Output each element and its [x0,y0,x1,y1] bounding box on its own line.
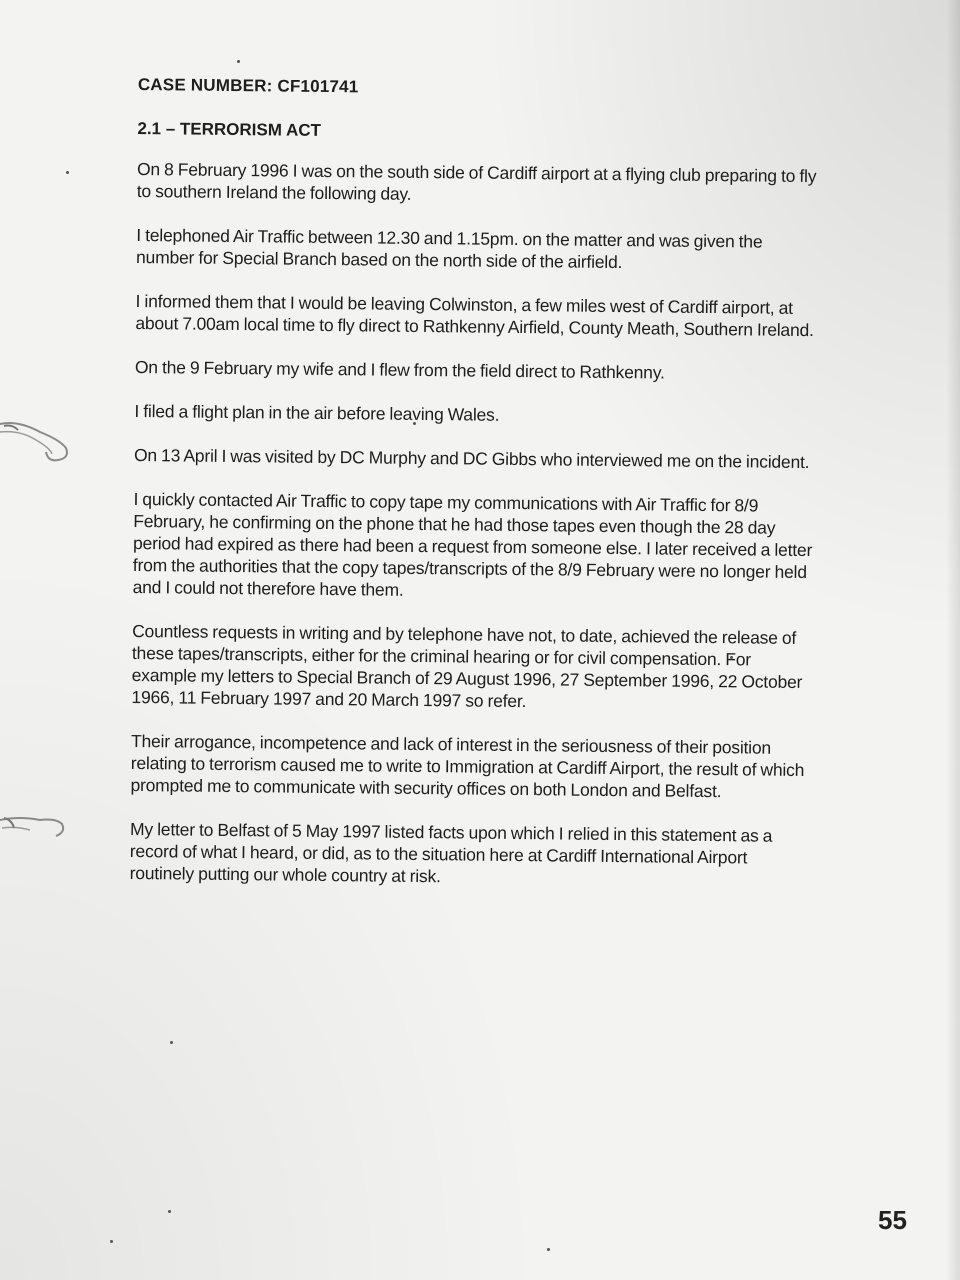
scan-speck [170,1041,173,1044]
paragraph: I informed them that I would be leaving Colwinston, a few miles west of Cardiff airport, at about 7.00am local time to fly direct to Rathkenny Airfield, County Meath, Southern Ireland. [135,290,814,341]
document-body [129,74,818,913]
scan-speck [547,1248,550,1251]
paragraph: On 13 April I was visited by DC Murphy and DC Gibbs who interviewed me on the incident. [133,444,810,473]
paragraph: I telephoned Air Traffic between 12.30 and 1.15pm. on the matter and was given the number for Special Branch based on the north side of the airfield. [135,224,763,273]
paragraph: I quickly contacted Air Traffic to copy tape my communications with Air Traffic for 8/9 February, he confirming on the phone that he had those tapes even though the 28 day period had expired as there had been a request from someone else. I later received a letter from the authorities that the copy tapes/transcripts of the 8/9 February were no longer held and I could not therefore have them. [132,488,813,600]
scan-speck [237,60,240,63]
page-edge-shadow [946,0,960,1280]
paragraph: My letter to Belfast of 5 May 1997 listed facts upon which I relied in this statement as a record of what I heard, or did, as to the situation here at Cardiff International Airport routinely putting our whole country at risk. [129,818,773,887]
scan-speck [110,1240,113,1243]
paragraph: On 8 February 1996 I was on the south side of Cardiff airport at a flying club preparing to fly to southern Ireland the following day. [136,158,817,204]
paper-clip-mark-top [0,410,80,470]
section-title: 2.1 – TERRORISM ACT [137,118,322,140]
case-number: CASE NUMBER: CF101741 [137,74,359,97]
scan-speck [168,1210,171,1213]
page-number: 55 [878,1205,907,1235]
paragraph: Countless requests in writing and by telephone have not, to date, achieved the release of these tapes/transcripts, either for the criminal hearing or for civil compensation. For example my letters to Special Branch of 29 August 1996, 27 September 1996, 22 October 1966, 11 February 1997 and 20 March 1997 so refer. [131,620,803,712]
paper-clip-mark-bottom [0,806,80,846]
paragraph: I filed a flight plan in the air before leaving Wales. [134,400,500,425]
paragraph: Their arrogance, incompetence and lack of interest in the seriousness of their position relating to terrorism caused me to write to Immigration at Cardiff Airport, the result of which prompted me to communicate with security offices on both London and Belfast. [130,730,805,802]
scan-speck [66,171,69,174]
paragraph: On the 9 February my wife and I flew from the field direct to Rathkenny. [134,356,665,383]
